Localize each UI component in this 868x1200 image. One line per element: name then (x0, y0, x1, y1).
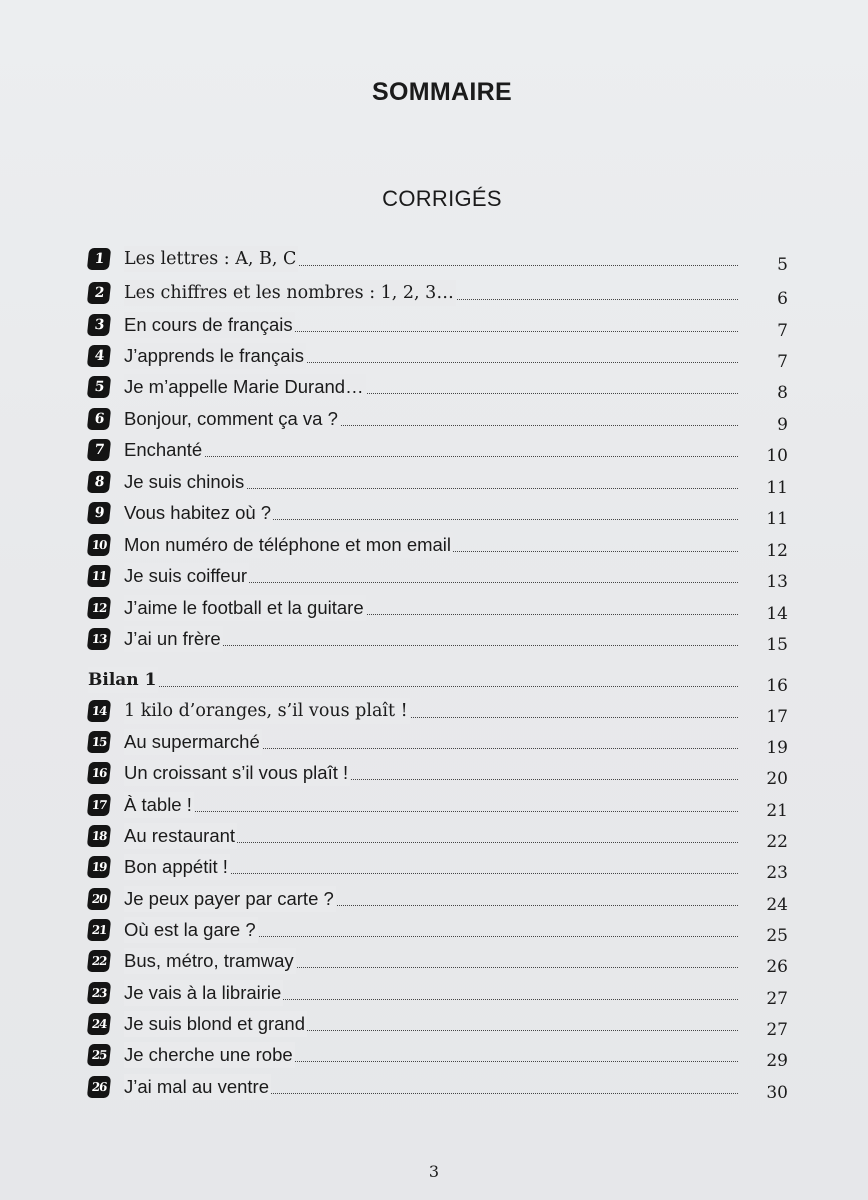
toc-entry-title: Mon numéro de téléphone et mon email (124, 534, 452, 555)
toc-entry-page: 25 (766, 926, 788, 946)
toc-entry-page: 17 (766, 707, 788, 727)
lesson-number-badge: 8 (87, 471, 111, 493)
toc-entry (88, 823, 788, 854)
lesson-number-badge: 16 (87, 762, 111, 784)
lesson-number-badge: 2 (87, 282, 111, 304)
toc-entry-page: 21 (766, 801, 788, 821)
toc-entry-page: 29 (766, 1051, 788, 1071)
toc-entry-page: 13 (766, 572, 788, 592)
toc-entry-title: Je cherche une robe (124, 1044, 293, 1065)
toc-entry-page: 11 (766, 478, 788, 498)
toc-entry-page: 20 (766, 769, 788, 789)
toc-entry-page: 7 (777, 352, 788, 372)
dot-leader (124, 456, 738, 457)
lesson-number-badge: 1 (87, 248, 111, 270)
toc-entry-title: Au supermarché (124, 731, 260, 752)
page-title: SOMMAIRE (372, 78, 512, 106)
toc-entry-page: 12 (766, 541, 788, 561)
section-title: CORRIGÉS (382, 186, 502, 211)
lesson-number-badge: 17 (87, 794, 111, 816)
toc-entry-title: Vous habitez où ? (124, 502, 272, 523)
toc-entry-page: 9 (777, 415, 788, 435)
toc-entry (88, 760, 788, 791)
toc-entry-page: 14 (766, 604, 788, 624)
toc-entry-page: 16 (766, 676, 788, 696)
lesson-number-badge: 25 (87, 1044, 111, 1066)
toc-entry-page: 27 (766, 989, 788, 1009)
lesson-number-badge: 24 (87, 1013, 111, 1035)
toc-entry (88, 500, 788, 531)
toc-entry-title: J’ai mal au ventre (124, 1076, 269, 1097)
toc-entry-title: 1 kilo d’oranges, s’il vous plaît ! (124, 701, 408, 721)
toc-entry-title: Je m’appelle Marie Durand… (124, 376, 364, 397)
page-number: 3 (428, 1162, 440, 1181)
toc-entry-title: En cours de français (124, 314, 293, 335)
toc-entry (88, 246, 788, 277)
toc-entry-page: 6 (777, 289, 788, 309)
toc-entry-title: J’apprends le français (124, 345, 304, 366)
toc-entry (88, 563, 788, 594)
dot-leader (88, 686, 738, 687)
lesson-number-badge: 10 (87, 534, 111, 556)
toc-entry (88, 886, 788, 917)
toc-entry-page: 26 (766, 957, 788, 977)
toc-entry (88, 374, 788, 405)
lesson-number-badge: 13 (87, 628, 111, 650)
lesson-number-badge: 14 (87, 700, 111, 722)
toc-entry-page: 7 (777, 321, 788, 341)
toc-entry-title: Bonjour, comment ça va ? (124, 408, 338, 429)
toc-entry (88, 980, 788, 1011)
toc-entry-title: Bus, métro, tramway (124, 950, 294, 971)
toc-entry (88, 729, 788, 760)
toc-entry-page: 22 (766, 832, 788, 852)
toc-entry-title: Les chiffres et les nombres : 1, 2, 3… (124, 283, 454, 303)
lesson-number-badge: 15 (87, 731, 111, 753)
toc-entry-title: Bon appétit ! (124, 856, 228, 877)
lesson-number-badge: 3 (87, 314, 111, 336)
toc-entry-page: 27 (766, 1020, 788, 1040)
toc-entry (88, 312, 788, 343)
lesson-number-badge: 26 (87, 1076, 111, 1098)
toc-entry (88, 406, 788, 437)
toc-entry (88, 437, 788, 468)
toc-entry (88, 698, 788, 729)
toc-entry-page: 24 (766, 895, 788, 915)
toc-entry (88, 595, 788, 626)
toc-entry-title: À table ! (124, 794, 192, 815)
toc-entry-title: Je suis chinois (124, 471, 245, 492)
toc-entry-title: Un croissant s’il vous plaît ! (124, 762, 349, 783)
lesson-number-badge: 12 (87, 597, 111, 619)
toc-entry (88, 948, 788, 979)
lesson-number-badge: 19 (87, 856, 111, 878)
toc-entry-page: 8 (777, 383, 788, 403)
lesson-number-badge: 5 (87, 376, 111, 398)
toc-entry (88, 917, 788, 948)
toc-entry (88, 792, 788, 823)
toc-entry (88, 532, 788, 563)
lesson-number-badge: 22 (87, 950, 111, 972)
toc-entry-page: 23 (766, 863, 788, 883)
toc-entry-title: Enchanté (124, 439, 203, 460)
toc-entry-title: Où est la gare ? (124, 919, 256, 940)
toc-entry (88, 280, 788, 311)
toc-entry-page: 19 (766, 738, 788, 758)
toc-bilan-title: Bilan 1 (88, 670, 157, 690)
toc-entry (88, 1042, 788, 1073)
toc-entry (88, 1074, 788, 1105)
lesson-number-badge: 21 (87, 919, 111, 941)
toc-entry-page: 10 (766, 446, 788, 466)
toc-bilan-entry (88, 667, 788, 698)
lesson-number-badge: 4 (87, 345, 111, 367)
toc-entry-title: J’aime le football et la guitare (124, 597, 364, 618)
lesson-number-badge: 23 (87, 982, 111, 1004)
toc-entry-title: Les lettres : A, B, C (124, 249, 297, 269)
toc-entry-page: 15 (766, 635, 788, 655)
toc-entry-title: Je suis blond et grand (124, 1013, 306, 1034)
toc-entry-title: Je suis coiffeur (124, 565, 248, 586)
toc-entry (88, 854, 788, 885)
lesson-number-badge: 9 (87, 502, 111, 524)
lesson-number-badge: 18 (87, 825, 111, 847)
toc-entry-page: 5 (777, 255, 788, 275)
lesson-number-badge: 11 (87, 565, 111, 587)
toc-entry-page: 11 (766, 509, 788, 529)
toc-entry-page: 30 (766, 1083, 788, 1103)
toc-entry (88, 626, 788, 657)
toc-entry-title: J’ai un frère (124, 628, 221, 649)
toc-entry-title: Je vais à la librairie (124, 982, 282, 1003)
dot-leader (124, 811, 738, 812)
toc-entry-title: Je peux payer par carte ? (124, 888, 334, 909)
toc-entry (88, 1011, 788, 1042)
toc-entry-title: Au restaurant (124, 825, 236, 846)
toc-entry (88, 469, 788, 500)
lesson-number-badge: 20 (87, 888, 111, 910)
lesson-number-badge: 6 (87, 408, 111, 430)
lesson-number-badge: 7 (87, 439, 111, 461)
toc-entry (88, 343, 788, 374)
